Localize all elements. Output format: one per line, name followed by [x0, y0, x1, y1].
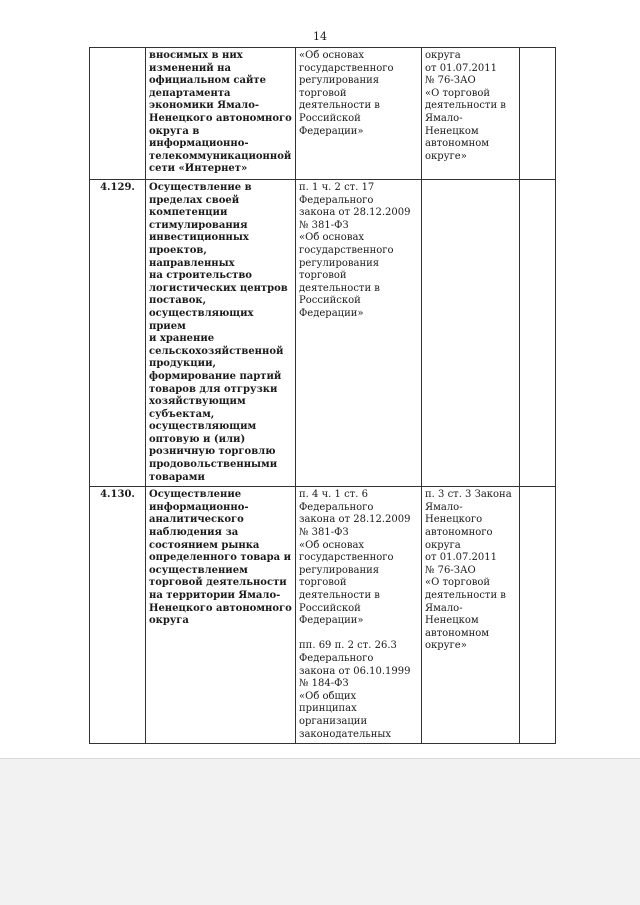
federal-law-reference: «Об основах государственного регулирования торговой деятельности в Российской Федерации»: [296, 48, 422, 180]
authority-description: вносимых в них изменений на официальном сайте департамента экономики Ямало- Ненецкого автономного округа в информационно- телекоммуникационной сети «Интернет»: [146, 48, 296, 180]
table-row: [90, 487, 556, 744]
authority-description: Осуществление в пределах своей компетенции стимулирования инвестиционных проектов, направленных на строительство логистических центров поставок, осуществляющих прием и хранение сельскохозяйственной продукции, формирование партий товаров для отгрузки хозяйствующим субъектам, осуществляющим оптовую и (или) розничную торговлю продовольственными товарами: [146, 180, 296, 487]
row-number: 4.129.: [90, 180, 146, 487]
row-number: 4.130.: [90, 487, 146, 744]
authority-description: Осуществление информационно- аналитического наблюдения за состоянием рынка определенного товара и осуществлением торговой деятельности на территории Ямало- Ненецкого автономного округа: [146, 487, 296, 744]
page-number: 14: [313, 30, 327, 43]
regional-law-reference: п. 3 ст. 3 Закона Ямало- Ненецкого автономного округа от 01.07.2011 № 76-ЗАО «О торговой деятельности в Ямало- Ненецком автономном округе»: [422, 487, 520, 744]
regional-law-reference: [422, 180, 520, 487]
regional-law-reference: округа от 01.07.2011 № 76-ЗАО «О торговой деятельности в Ямало- Ненецком автономном округе»: [422, 48, 520, 180]
empty-cell: [520, 487, 556, 744]
empty-cell: [520, 180, 556, 487]
table-row: [90, 180, 556, 487]
row-number: [90, 48, 146, 180]
empty-cell: [520, 48, 556, 180]
document-table: [89, 47, 556, 744]
page-edge: [0, 758, 640, 759]
federal-law-reference: п. 4 ч. 1 ст. 6 Федерального закона от 28.12.2009 № 381-ФЗ «Об основах государственного регулирования торговой деятельности в Российской Федерации» пп. 69 п. 2 ст. 26.3 Федерального закона от 06.10.1999 № 184-ФЗ «Об общих принципах организации законодательных: [296, 487, 422, 744]
table-row: [90, 48, 556, 180]
federal-law-reference: п. 1 ч. 2 ст. 17 Федерального закона от 28.12.2009 № 381-ФЗ «Об основах государственного регулирования торговой деятельности в Российской Федерации»: [296, 180, 422, 487]
